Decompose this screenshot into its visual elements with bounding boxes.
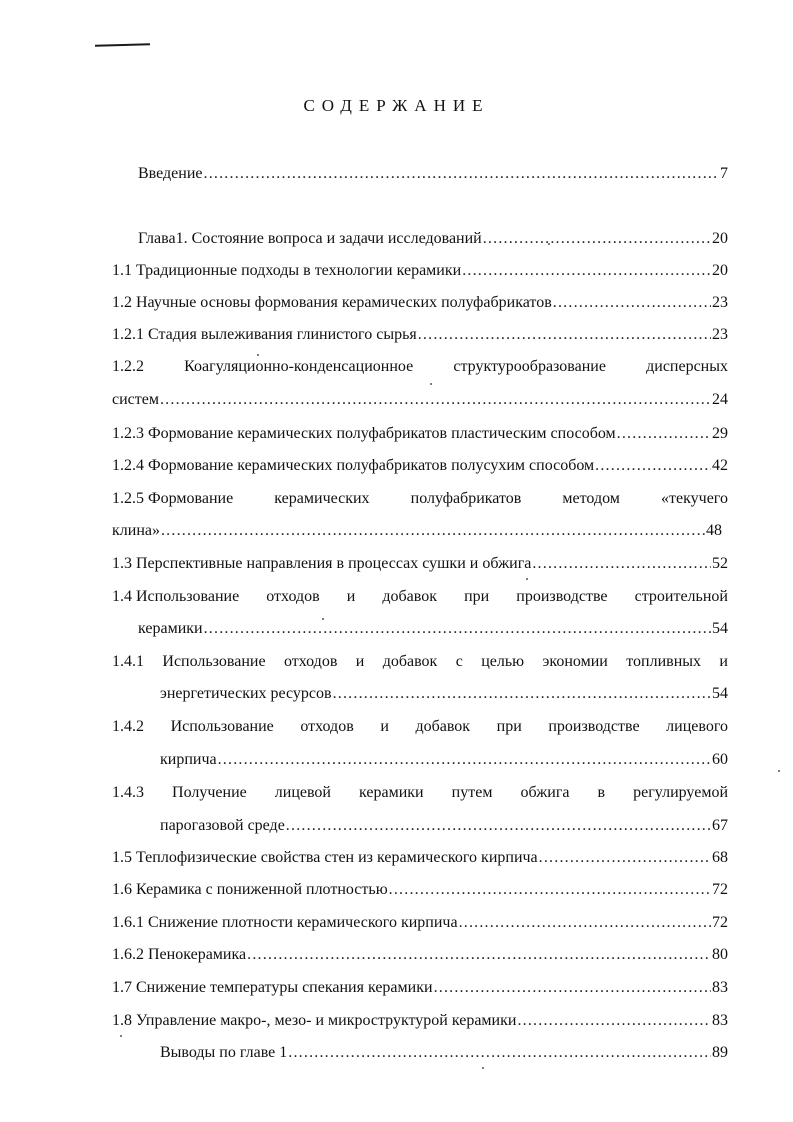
scan-speck — [482, 1067, 484, 1069]
toc-page-number: 24 — [712, 391, 728, 408]
dot-leader — [483, 228, 711, 250]
toc-entry-text: Выводы по главе 1 — [160, 1044, 288, 1061]
toc-word: регулируемой — [633, 784, 728, 801]
toc-page-number: 20 — [712, 230, 728, 247]
toc-page-number: 89 — [712, 1044, 728, 1061]
toc-entry-1-5[interactable] — [112, 847, 728, 869]
scan-speck — [430, 383, 432, 385]
toc-entry-1-4-3-first-line[interactable] — [112, 782, 728, 804]
toc-entry-1-2-2-first-line[interactable] — [112, 356, 728, 378]
toc-entry-1-7[interactable] — [112, 977, 728, 999]
toc-entry-text: 1.8 Управление макро-, мезо- и микроструктурой керамики — [112, 1012, 517, 1029]
toc-entry-text: клина» — [112, 522, 160, 539]
toc-word: Получение — [172, 784, 247, 801]
dot-leader — [247, 944, 711, 966]
toc-word: полуфабрикатов — [410, 490, 522, 507]
toc-entry-1-4-3[interactable] — [160, 815, 728, 837]
toc-entry-text: 1.2.1 Стадия вылеживания глинистого сырья — [112, 326, 417, 343]
toc-word: методом — [562, 490, 620, 507]
toc-word: и — [355, 653, 365, 670]
toc-word: отходов — [283, 653, 338, 670]
toc-word: и — [719, 653, 728, 670]
toc-entry-1-4-2[interactable] — [160, 749, 728, 771]
toc-entry-text: 1.3 Перспективные направления в процессах сушки и обжига — [112, 555, 532, 572]
dot-leader — [161, 520, 705, 542]
dot-leader — [204, 618, 711, 640]
toc-word: Использование — [170, 718, 274, 735]
dot-leader — [204, 163, 720, 185]
toc-word: в — [597, 784, 606, 801]
toc-page-number: 80 — [712, 946, 728, 963]
toc-word: лицевой — [274, 784, 331, 801]
toc-page-number: 72 — [712, 881, 728, 898]
toc-page-number: 42 — [712, 457, 728, 474]
page-title: СОДЕРЖАНИЕ — [303, 96, 490, 115]
dot-leader — [462, 260, 711, 282]
toc-word: структурообразование — [453, 358, 606, 375]
toc-entry-1-2-4[interactable] — [112, 455, 728, 477]
toc-word: 1.4.1 — [112, 653, 144, 670]
toc-entry-text: 1.2 Научные основы формования керамических полуфабрикатов — [112, 294, 552, 311]
toc-entry-1-2-1[interactable] — [112, 324, 728, 346]
toc-entry-text: кирпича — [160, 751, 217, 768]
dot-leader — [333, 683, 711, 705]
toc-entry-1-1[interactable] — [112, 260, 728, 282]
toc-entry-text: 1.1 Традиционные подходы в технологии керамики — [112, 262, 462, 279]
toc-word: топливных — [626, 653, 702, 670]
toc-page-number: 7 — [720, 165, 728, 182]
toc-word: и — [380, 718, 389, 735]
toc-entry-1-4[interactable] — [138, 618, 728, 640]
toc-page-number: 23 — [712, 326, 728, 343]
toc-entry-1-4-1-first-line[interactable] — [112, 651, 728, 673]
toc-word: строительной — [634, 588, 728, 605]
toc-entry-text: 1.7 Снижение температуры спекания керамики — [112, 979, 433, 996]
toc-word: обжига — [520, 784, 570, 801]
toc-entry-text: керамики — [138, 620, 203, 637]
dot-leader — [218, 749, 711, 771]
toc-word: 1.2.2 — [112, 358, 144, 375]
toc-page-number: 60 — [712, 751, 728, 768]
toc-word: 1.4.3 — [112, 784, 144, 801]
toc-entry-1-2-3[interactable] — [112, 423, 728, 445]
toc-word: «текучего — [661, 490, 728, 507]
toc-entry-1-2-5-first-line[interactable] — [112, 488, 728, 510]
toc-word: лицевого — [666, 718, 728, 735]
toc-entry-1-4-first-line[interactable] — [112, 586, 728, 608]
toc-entry-text: 1.2.4 Формование керамических полуфабрикатов полусухим способом — [112, 457, 595, 474]
toc-word: 1.4 Использование — [112, 588, 240, 605]
toc-entry-text: Введение — [138, 165, 203, 182]
dot-leader — [286, 815, 711, 837]
toc-word: и — [346, 588, 356, 605]
toc-entry-1-2-2[interactable] — [112, 389, 728, 411]
dot-leader — [434, 977, 711, 999]
toc-entry-1-4-2-first-line[interactable] — [112, 716, 728, 738]
toc-word: при — [496, 718, 522, 735]
toc-word: керамических — [274, 490, 370, 507]
toc-word: добавок — [382, 653, 438, 670]
toc-entry-text: 1.2.3 Формование керамических полуфабрикатов пластическим способом — [112, 425, 616, 442]
toc-entry-1-6[interactable] — [112, 879, 728, 901]
toc-entry-1-8[interactable] — [112, 1010, 728, 1032]
dot-leader — [389, 879, 711, 901]
toc-entry-text: Глава1. Состояние вопроса и задачи исследований — [138, 230, 482, 247]
toc-word: при — [464, 588, 490, 605]
toc-word: добавок — [415, 718, 471, 735]
toc-word: отходов — [266, 588, 320, 605]
scan-speck — [257, 354, 259, 356]
dot-leader — [553, 292, 711, 314]
dot-leader — [459, 912, 711, 934]
dot-leader — [288, 1042, 711, 1064]
toc-entry-1-2-5[interactable] — [112, 520, 722, 542]
toc-entry-1-6-1[interactable] — [112, 912, 728, 934]
toc-page-number: 72 — [712, 914, 728, 931]
scan-speck — [526, 578, 528, 580]
toc-entry-text: 1.5 Теплофизические свойства стен из керамического кирпича — [112, 849, 538, 866]
toc-page-number: 83 — [712, 1012, 728, 1029]
dot-leader — [418, 324, 711, 346]
toc-entry-text: систем — [112, 391, 159, 408]
toc-word: экономии — [542, 653, 608, 670]
toc-word: дисперсных — [646, 358, 728, 375]
toc-entry-text: 1.6.2 Пенокерамика — [112, 946, 247, 963]
dot-leader — [539, 847, 711, 869]
toc-page-number: 67 — [712, 817, 728, 834]
toc-entry-text: 1.6 Керамика с пониженной плотностью — [112, 881, 388, 898]
toc-page-number: 54 — [712, 620, 728, 637]
toc-word: с — [455, 653, 463, 670]
toc-page-number: 23 — [712, 294, 728, 311]
toc-word: целью — [481, 653, 525, 670]
toc-word: производстве — [548, 718, 640, 735]
toc-word: 1.2.5 Формование — [112, 490, 234, 507]
toc-word: отходов — [300, 718, 354, 735]
scan-speck — [120, 1035, 122, 1037]
toc-entry-1-4-1[interactable] — [160, 683, 728, 705]
toc-page-number: 83 — [712, 979, 728, 996]
toc-word: путем — [451, 784, 493, 801]
toc-page-number: 29 — [712, 425, 728, 442]
toc-page-number: 54 — [712, 685, 728, 702]
toc-entry-introduction[interactable] — [138, 163, 728, 185]
toc-word: производстве — [516, 588, 608, 605]
toc-entry-1-2[interactable] — [112, 292, 728, 314]
toc-entry-text: парогазовой среде — [160, 817, 285, 834]
dot-leader — [595, 455, 711, 477]
toc-word: добавок — [382, 588, 437, 605]
toc-word: керамики — [359, 784, 424, 801]
toc-entry-text: 1.6.1 Снижение плотности керамического кирпича — [112, 914, 458, 931]
toc-entry-chapter-1[interactable] — [138, 228, 728, 250]
dot-leader — [617, 423, 711, 445]
scan-speck — [778, 770, 780, 772]
dot-leader — [517, 1010, 711, 1032]
toc-page-number: 68 — [712, 849, 728, 866]
scan-speck — [322, 618, 324, 620]
toc-page-number: 52 — [712, 555, 728, 572]
dot-leader — [532, 553, 711, 575]
toc-word: 1.4.2 — [112, 718, 144, 735]
toc-page-number: 20 — [712, 262, 728, 279]
toc-entry-conclusions[interactable] — [160, 1042, 728, 1064]
scan-speck — [548, 243, 550, 245]
toc-word: Использование — [162, 653, 266, 670]
toc-word: Коагуляционно-конденсационное — [184, 358, 414, 375]
toc-entry-text: энергетических ресурсов — [160, 685, 332, 702]
toc-entry-1-3[interactable] — [112, 553, 728, 575]
toc-page-number: 48 — [706, 522, 722, 539]
toc-entry-1-6-2[interactable] — [112, 944, 728, 966]
dot-leader — [160, 389, 711, 411]
